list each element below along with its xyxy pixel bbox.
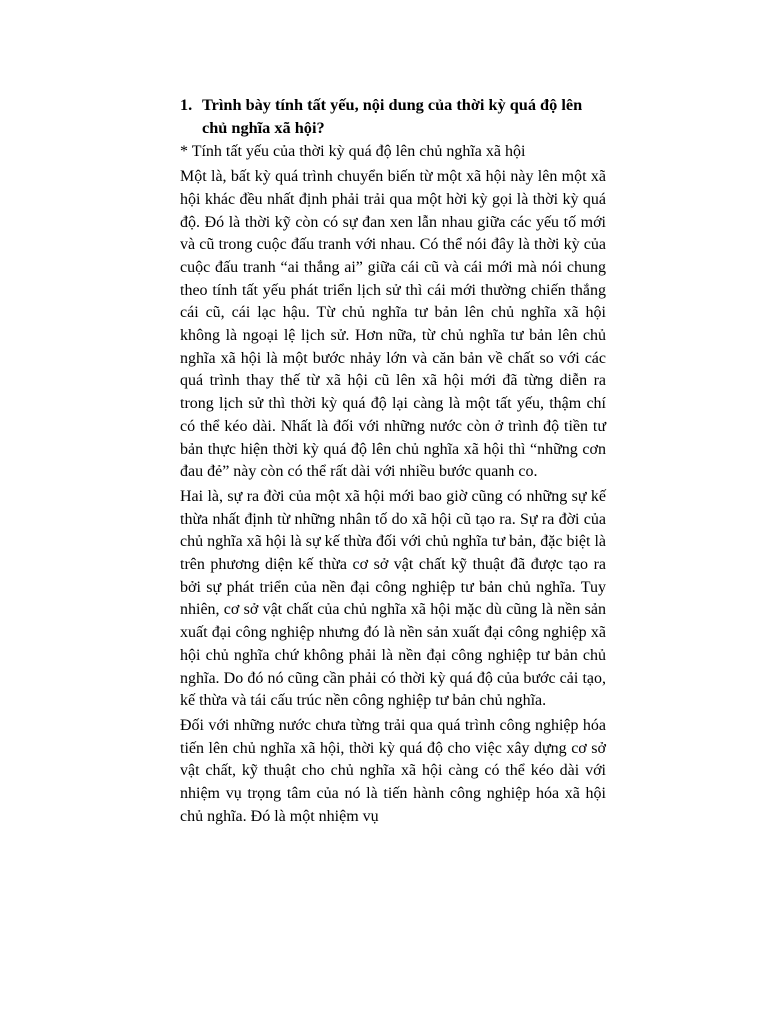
document-page (180, 94, 606, 831)
heading-number: 1. (180, 95, 193, 114)
paragraph-1: Một là, bất kỳ quá trình chuyển biến từ một xã hội này lên một xã hội khác đều nhất định phải trải qua một hời kỳ gọi là thời kỳ quá độ. Đó là thời kỹ còn có sự đan xen lẫn nhau giữa các yếu tố mới và cũ trong cuộc đấu tranh với nhau. Có thể nói đây là thời kỳ của cuộc đấu tranh “ai thắng ai” giữa cái cũ và cái mới mà nói chung theo tính tất yếu phát triển lịch sử thì cái mới thường chiến thắng cái cũ, cái lạc hậu. Từ chủ nghĩa tư bản lên chủ nghĩa xã hội không là ngoại lệ lịch sử. Hơn nữa, từ chủ nghĩa tư bản lên chủ nghĩa xã hội là một bước nhảy lớn và căn bản về chất so với các quá trình thay thế từ xã hội cũ lên xã hội mới đã từng diễn ra trong lịch sử thì thời kỳ quá độ lại càng là một tất yếu, thậm chí có thể kéo dài. Nhất là đối với những nước còn ở trình độ tiền tư bản thực hiện thời kỳ quá độ lên chủ nghĩa xã hội thì “những cơn đau đẻ” này còn có thể rất dài với nhiều bước quanh co. (180, 168, 606, 481)
paragraph-3: Đối với những nước chưa từng trải qua quá trình công nghiệp hóa tiến lên chủ nghĩa xã hội, thời kỳ quá độ cho việc xây dựng cơ sở vật chất, kỹ thuật cho chủ nghĩa xã hội càng có thể kéo dài với nhiệm vụ trọng tâm của nó là tiến hành công nghiệp hóa xã hội chủ nghĩa. Đó là một nhiệm vụ (180, 716, 606, 825)
heading-text: Trình bày tính tất yếu, nội dung của thời kỳ quá độ lên chủ nghĩa xã hội? (202, 95, 583, 137)
paragraph-2: Hai là, sự ra đời của một xã hội mới bao giờ cũng có những sự kế thừa nhất định từ những nhân tố do xã hội cũ tạo ra. Sự ra đời của chủ nghĩa xã hội là sự kế thừa đối với chủ nghĩa tư bản, đặc biệt là trên phương diện kế thừa cơ sở vật chất kỹ thuật đã được tạo ra bởi sự phát triển của nền đại công nghiệp tư bản chủ nghĩa. Tuy nhiên, cơ sở vật chất của chủ nghĩa xã hội mặc dù cũng là nền sản xuất đại công nghiệp nhưng đó là nền sản xuất đại công nghiệp xã hội chủ nghĩa chứ không phải là nền đại công nghiệp tư bản chủ nghĩa. Do đó nó cũng cần phải có thời kỳ quá độ của bước cải tạo, kế thừa và tái cấu trúc nền công nghiệp tư bản chủ nghĩa. (180, 487, 606, 710)
section-subheading: * Tính tất yếu của thời kỳ quá độ lên chủ nghĩa xã hội (180, 143, 526, 161)
question-heading (180, 94, 606, 139)
